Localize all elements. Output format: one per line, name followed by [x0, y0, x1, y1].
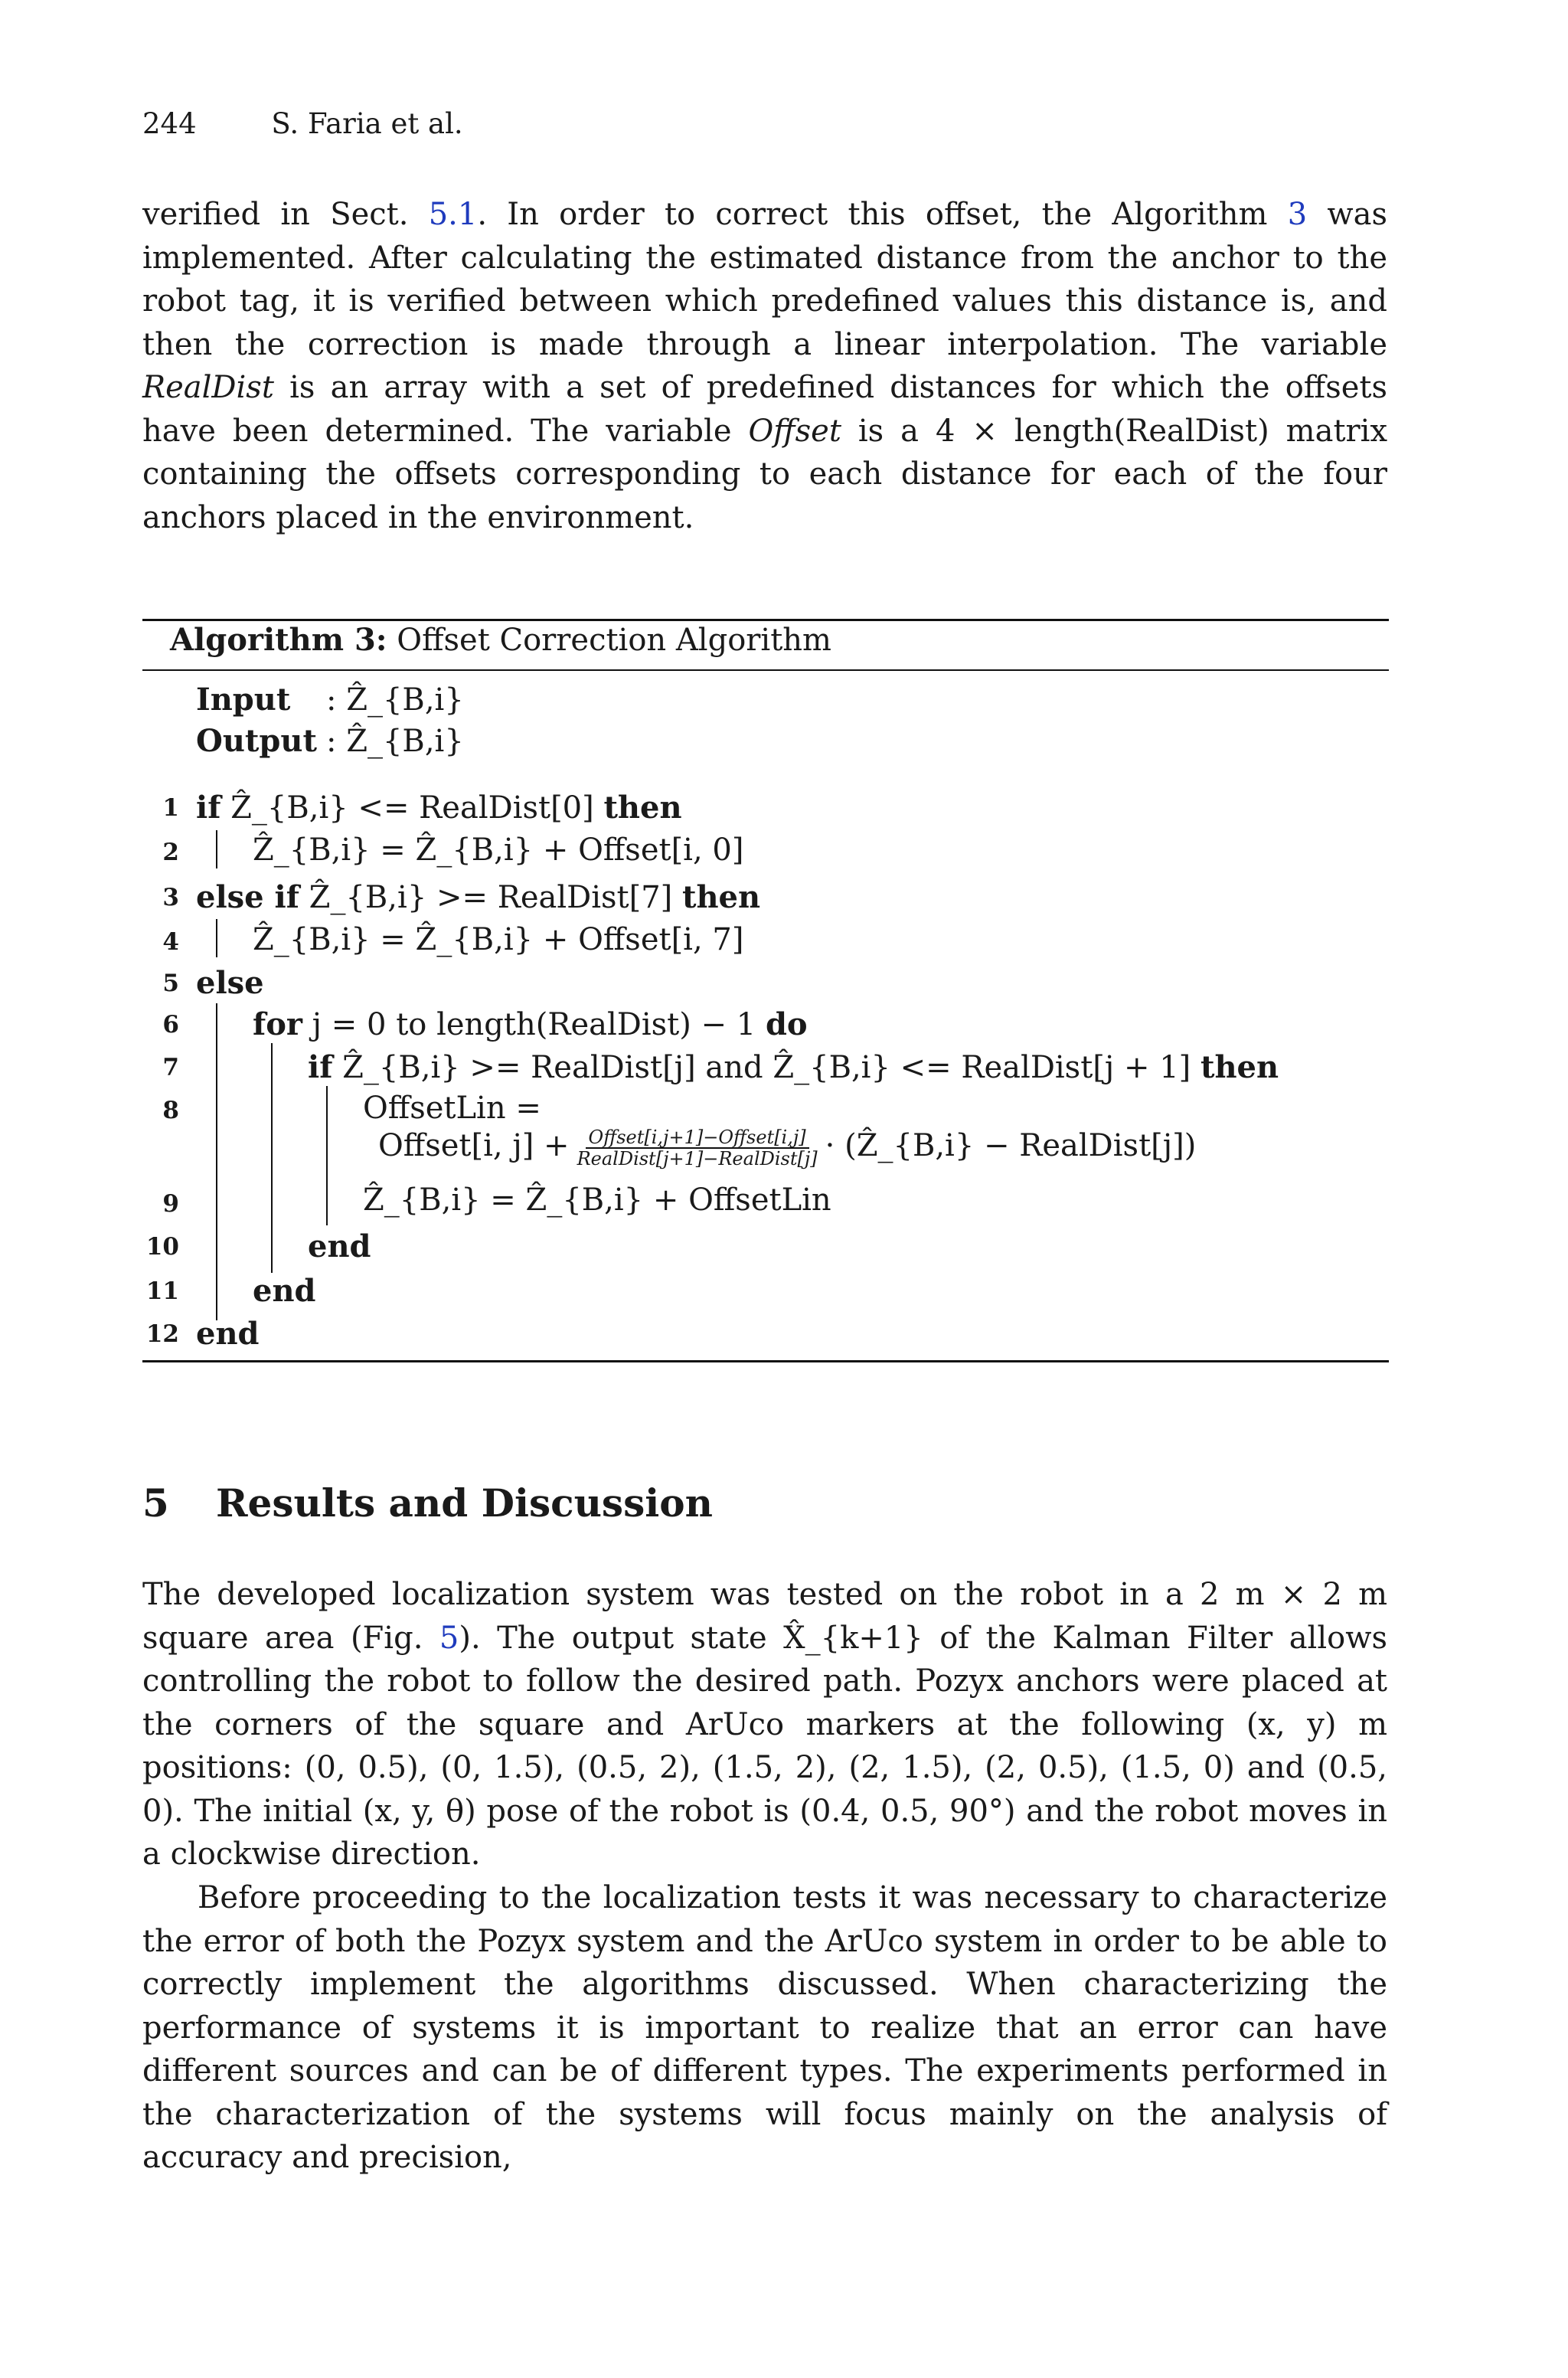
input-value: : Ẑ_{B,i} [326, 682, 464, 718]
intro-text-4: is an array with a set of predefined distances for which the offsets have been determined. The variable [142, 370, 1388, 449]
code-line-8: OffsetLin = [363, 1091, 541, 1126]
algorithm-name: Offset Correction Algorithm [397, 623, 831, 658]
code-line-9: Ẑ_{B,i} = Ẑ_{B,i} + OffsetLin [363, 1182, 831, 1218]
line-number: 10 [145, 1233, 179, 1261]
algorithm-top-rule [142, 619, 1389, 621]
figure-ref-link[interactable]: 5 [439, 1620, 459, 1656]
results-text-1: The developed localization system was tested on the robot in a 2 m × 2 m square area (Fig. [142, 1577, 1387, 1656]
block-bar [216, 830, 217, 868]
code-line-12: end [196, 1316, 260, 1352]
intro-text-1: verified in Sect. [142, 197, 409, 232]
line-number: 7 [162, 1054, 179, 1081]
line-number: 12 [145, 1320, 179, 1348]
line-number: 1 [162, 794, 179, 822]
block-bar [271, 1043, 273, 1273]
code-line-1: if Ẑ_{B,i} <= RealDist[0] then [196, 790, 682, 826]
block-bar [216, 919, 217, 957]
intro-text-3: was implemented. After calculating the estimated distance from the anchor to the robot tag, it is verified between which predefined values this distance is, and then the correction is made through a linear interpolation. The variable [142, 197, 1388, 362]
code-line-11: end [253, 1273, 316, 1309]
block-bar [216, 1003, 217, 1320]
running-header [142, 107, 463, 140]
results-text-2: ). The output state X̂_{k+1} of the Kalman Filter allows controlling the robot to follow the desired path. Pozyx anchors were placed at the corners of the square and ArUco markers at the following (x, y) m positions: (0, 0.5), (0, 1.5), (0.5, 2), (1.5, 2), (2, 1.5), (2, 0.5), (1.5, 0) and (0.5, 0). The initial (x, y, θ) pose of the robot is (0.4, 0.5, 90°) and the robot moves in a clockwise direction. [142, 1620, 1387, 1872]
code-line-5: else [196, 965, 264, 1001]
var-realdist: RealDist [142, 370, 274, 405]
block-bar [326, 1086, 328, 1225]
intro-text-5: is a 4 × length(RealDist) matrix containing the offsets corresponding to each distance for each of the four anchors placed in the environment. [142, 413, 1388, 535]
line-number: 4 [162, 928, 179, 956]
code-line-10: end [308, 1228, 371, 1264]
results-paragraph-2: Before proceeding to the localization tests it was necessary to characterize the error of both the Pozyx system and the ArUco system in order to be able to correctly implement the algorithms discussed. When characterizing the performance of systems it is important to realize that an error can have different sources and can be of different types. The experiments performed in the characterization of the systems will focus mainly on the analysis of accuracy and precision, [142, 1880, 1387, 2175]
section-title: Results and Discussion [216, 1480, 713, 1526]
intro-paragraph [142, 193, 1387, 539]
section-number: 5 [142, 1480, 169, 1526]
algorithm-bottom-rule [142, 1360, 1389, 1362]
code-line-8-cont: Offset[i, j] + $\frac{\text{Offset[i,j+1]−Offset[i,j]}}{\text{RealDist[j+1]−RealDist[j]}}$ · (Ẑ_{B,i} − RealDist[j]) [378, 1127, 1197, 1169]
line-number: 6 [162, 1011, 179, 1039]
code-line-6: for j = 0 to length(RealDist) − 1 do [253, 1006, 808, 1042]
line-number: 3 [162, 884, 179, 911]
algorithm-title-rule [142, 669, 1389, 671]
output-label: Output [196, 723, 317, 759]
line-number: 5 [162, 970, 179, 997]
algorithm-title [170, 622, 831, 658]
code-line-3: else if Ẑ_{B,i} >= RealDist[7] then [196, 879, 761, 915]
results-paragraph-1 [142, 1573, 1387, 1876]
code-line-4: Ẑ_{B,i} = Ẑ_{B,i} + Offset[i, 7] [253, 922, 744, 957]
input-label: Input [196, 682, 291, 718]
line-number: 2 [162, 839, 179, 866]
algorithm-output [196, 723, 464, 759]
section-ref-link[interactable]: 5.1 [428, 197, 478, 232]
output-value: : Ẑ_{B,i} [326, 724, 464, 759]
code-line-7: if Ẑ_{B,i} >= RealDist[j] and Ẑ_{B,i} <= RealDist[j + 1] then [308, 1049, 1279, 1085]
intro-text-2: . In order to correct this offset, the Algorithm [477, 197, 1268, 232]
line-number: 8 [162, 1097, 179, 1124]
page-number: 244 [142, 107, 197, 140]
fraction: $\frac{\text{Offset[i,j+1]−Offset[i,j]}}{\text{RealDist[j+1]−RealDist[j]}}$ [577, 1127, 818, 1169]
line-number: 9 [162, 1190, 179, 1218]
line-number: 11 [145, 1277, 179, 1305]
algorithm-input [196, 682, 464, 718]
algorithm-label: Algorithm 3: [170, 622, 387, 658]
section-heading [142, 1480, 713, 1526]
algorithm-ref-link[interactable]: 3 [1287, 197, 1308, 232]
running-authors: S. Faria et al. [271, 107, 463, 140]
code-line-2: Ẑ_{B,i} = Ẑ_{B,i} + Offset[i, 0] [253, 832, 744, 868]
var-offset: Offset [748, 413, 841, 449]
